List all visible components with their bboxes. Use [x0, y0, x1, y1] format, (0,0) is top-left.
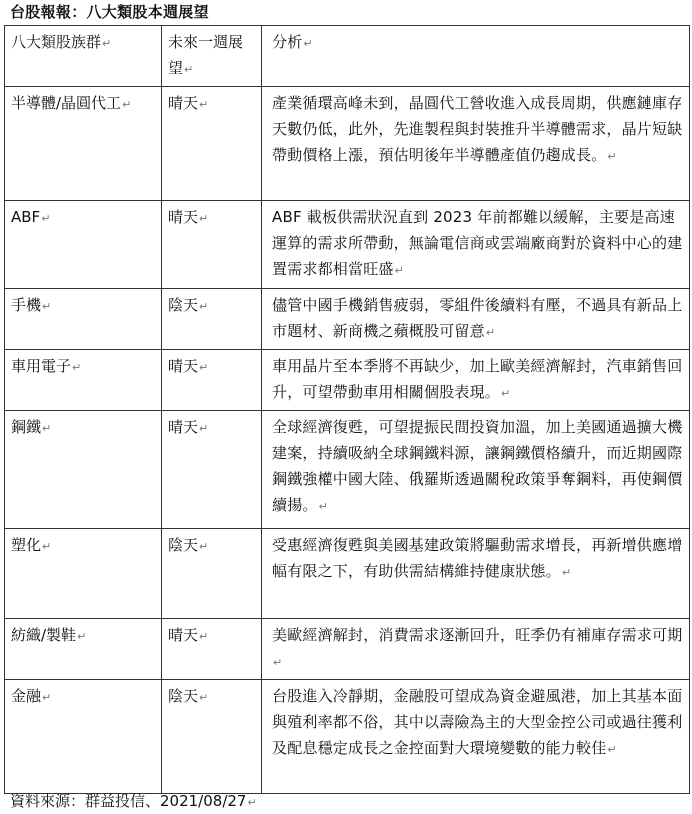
paragraph-mark: ↵	[42, 540, 52, 553]
analysis-cell: 車用晶片至本季將不再缺少，加上歐美經濟解封，汽車銷售回升，可望帶動車用相關個股表現。↵	[262, 350, 690, 411]
table-row	[5, 201, 690, 289]
table-row	[5, 411, 690, 529]
analysis-cell: 受惠經濟復甦與美國基建政策將驅動需求增長，再新增供應增幅有限之下，有助供需結構維持健康狀態。↵	[262, 529, 690, 619]
document-title	[10, 1, 209, 23]
paragraph-mark: ↵	[102, 37, 112, 50]
outlook-cell: 陰天↵	[162, 289, 262, 350]
paragraph-mark: ↵	[199, 361, 209, 374]
sector-cell: 金融↵	[5, 680, 162, 794]
paragraph-mark: ↵	[561, 566, 572, 579]
paragraph-mark: ↵	[199, 300, 209, 313]
paragraph-mark: ↵	[318, 500, 329, 513]
paragraph-mark: ↵	[184, 63, 194, 76]
table-row	[5, 529, 690, 619]
paragraph-mark: ↵	[199, 98, 209, 111]
paragraph-mark: ↵	[501, 387, 511, 400]
paragraph-mark: ↵	[199, 212, 209, 225]
analysis-cell: 儘管中國手機銷售疲弱，零組件後續料有壓，不過具有新品上市題材、新商機之蘋概股可留意↵	[262, 289, 690, 350]
paragraph-mark: ↵	[42, 691, 52, 704]
paragraph-mark: ↵	[72, 361, 82, 374]
analysis-cell: 美歐經濟解封，消費需求逐漸回升，旺季仍有補庫存需求可期↵	[262, 619, 690, 680]
outlook-cell: 陰天↵	[162, 529, 262, 619]
sector-cell: 鋼鐵↵	[5, 411, 162, 529]
sector-cell: ABF↵	[5, 201, 162, 289]
header-outlook: 未來一週展望↵	[162, 26, 262, 87]
table-row	[5, 87, 690, 201]
analysis-cell: ABF 載板供需狀況直到 2023 年前都難以緩解，主要是高速運算的需求所帶動，無論電信商或雲端廠商對於資料中心的建置需求都相當旺盛↵	[262, 201, 690, 289]
paragraph-mark: ↵	[273, 656, 283, 669]
table-row	[5, 619, 690, 680]
paragraph-mark: ↵	[485, 326, 496, 339]
header-sector: 八大類股族群↵	[5, 26, 162, 87]
paragraph-mark: ↵	[77, 630, 87, 643]
sector-outlook-table	[4, 25, 690, 794]
sector-cell: 手機↵	[5, 289, 162, 350]
paragraph-mark: ↵	[122, 98, 132, 111]
table-row	[5, 680, 690, 794]
table-row	[5, 289, 690, 350]
table-header-row	[5, 26, 690, 87]
sector-cell: 半導體/晶圓代工↵	[5, 87, 162, 201]
table-row	[5, 350, 690, 411]
analysis-cell: 台股進入冷靜期，金融股可望成為資金避風港，加上其基本面與殖利率都不俗，其中以壽險為主的大型金控公司或過往獲利及配息穩定成長之金控面對大環境變數的能力較佳↵	[262, 680, 690, 794]
outlook-cell: 晴天↵	[162, 411, 262, 529]
paragraph-mark: ↵	[199, 630, 209, 643]
outlook-cell: 晴天↵	[162, 619, 262, 680]
paragraph-mark: ↵	[41, 212, 51, 225]
outlook-cell: 晴天↵	[162, 87, 262, 201]
outlook-cell: 晴天↵	[162, 350, 262, 411]
paragraph-mark: ↵	[42, 422, 52, 435]
paragraph-mark: ↵	[199, 540, 209, 553]
source-text: 資料來源：群益投信、2021/08/27	[10, 792, 247, 810]
title-text: 台股報報：八大類股本週展望	[10, 3, 209, 21]
sector-cell: 塑化↵	[5, 529, 162, 619]
paragraph-mark: ↵	[199, 691, 209, 704]
sector-cell: 車用電子↵	[5, 350, 162, 411]
paragraph-mark: ↵	[42, 300, 52, 313]
paragraph-mark: ↵	[607, 150, 617, 163]
analysis-cell: 全球經濟復甦，可望提振民間投資加溫，加上美國通過擴大機建案，持續吸納全球鋼鐵料源，讓鋼鐵價格續升，而近期國際鋼鐵強權中國大陸、俄羅斯透過關稅政策爭奪鋼料，再使鋼價續揚。↵	[262, 411, 690, 529]
outlook-cell: 陰天↵	[162, 680, 262, 794]
analysis-cell: 產業循環高峰未到，晶圓代工營收進入成長周期，供應鏈庫存天數仍低，此外，先進製程與封裝推升半導體需求，晶片短缺帶動價格上漲，預估明後年半導體產值仍趨成長。↵	[262, 87, 690, 201]
source-note	[10, 790, 257, 812]
paragraph-mark: ↵	[394, 264, 405, 277]
sector-cell: 紡織/製鞋↵	[5, 619, 162, 680]
paragraph-mark: ↵	[607, 743, 617, 756]
outlook-cell: 晴天↵	[162, 201, 262, 289]
paragraph-mark: ↵	[303, 37, 313, 50]
paragraph-mark: ↵	[199, 422, 209, 435]
paragraph-mark: ↵	[247, 796, 257, 809]
header-analysis: 分析↵	[262, 26, 690, 87]
